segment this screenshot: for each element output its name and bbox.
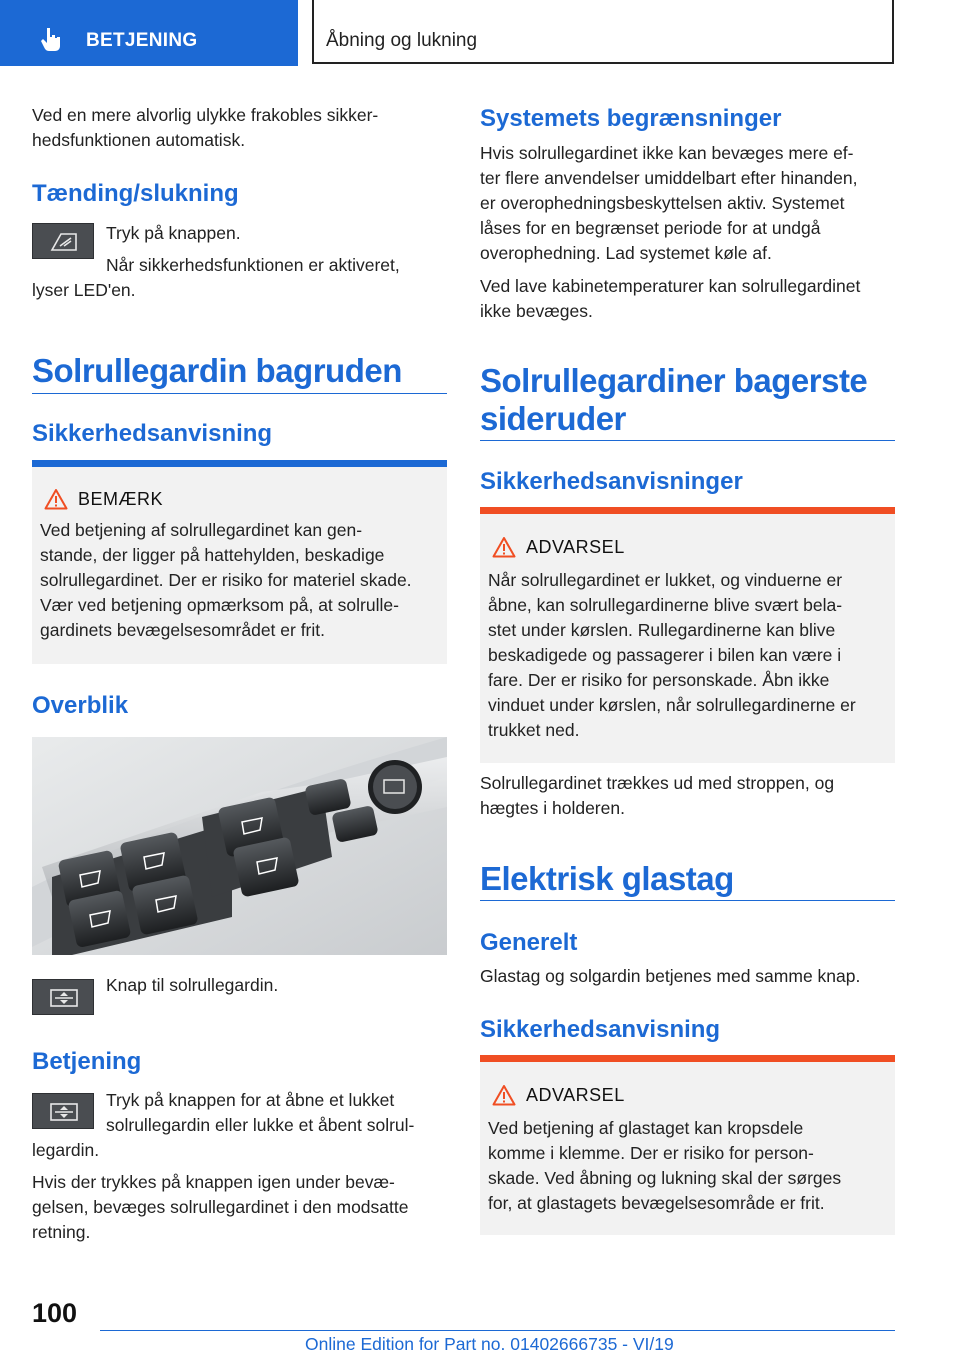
section-rule — [32, 393, 447, 394]
safety-heading: Sikkerhedsanvisning — [32, 420, 273, 447]
rear-window-heading: Solrullegardin bagruden — [32, 352, 402, 389]
notice-text: Ved betjening af solrullegardinet kan gen- stande, der ligger på hattehylden, beskadige solrullegardinet. Der er risiko for materiel skade. Vær ved betjening opmærksom på, at solrulle- gardinets bevægelsesområdet er frit. — [40, 520, 412, 640]
warning-text: Ved betjening af glastaget kan kropsdele komme i klemme. Der er risiko for person- skade. Ved åbning og lukning skal der sørges for, at glastagets bevægelsesområde er frit. — [488, 1118, 842, 1213]
side-safety-heading: Sikkerhedsanvisninger — [480, 468, 743, 495]
general-text: Glastag og solgardin betjenes med samme knap. — [480, 966, 861, 986]
warning-label: ADVARSEL — [526, 1085, 625, 1105]
edition-text: Online Edition for Part no. 01402666735 - VI/19 — [305, 1334, 674, 1354]
limits-text-2: Ved lave kabinetemperaturer kan solrullegardinet ikke bevæges. — [480, 276, 861, 321]
notice-bar — [32, 460, 447, 467]
side-windows-heading: Solrullegardiner bagerste sideruder — [480, 362, 868, 437]
warning-bar — [480, 1055, 895, 1062]
chapter-title: Åbning og lukning — [326, 30, 478, 51]
section-rule — [480, 440, 895, 441]
roller-blind-button-icon-2 — [32, 1093, 94, 1129]
operation-text-1c: legardin. — [32, 1140, 100, 1160]
ignition-text-2a: Når sikkerhedsfunktionen er aktiveret, — [106, 255, 400, 275]
intro-text: Ved en mere alvorlig ulykke frakobles sikker- hedsfunktionen automatisk. — [32, 105, 379, 150]
side-text: Solrullegardinet trækkes ud med stroppen, og hægtes i holderen. — [480, 773, 835, 818]
roof-safety-heading: Sikkerhedsanvisning — [480, 1016, 721, 1043]
overview-heading: Overblik — [32, 692, 129, 719]
chapter-title-box — [312, 0, 894, 64]
general-heading: Generelt — [480, 929, 578, 956]
warning-label: ADVARSEL — [526, 537, 625, 557]
warning-box-2 — [480, 1055, 895, 1235]
operation-text-1a: Tryk på knappen for at åbne et lukket — [106, 1090, 395, 1110]
warning-text: Når solrullegardinet er lukket, og vinduerne er åbne, kan solrullegardinerne blive svært bela- stet under kørslen. Rullegardinerne kan blive beskadigede og passagerer i bilen kan være i fare. Der er risiko for personskade. Åbn ikke vinduet under kørslen, når solrullegardinerne er trukket ned. — [488, 570, 856, 740]
page-header — [0, 0, 960, 66]
page-number: 100 — [32, 1298, 78, 1328]
warning-box-1 — [480, 507, 895, 763]
button-caption: Knap til solrullegardin. — [106, 975, 279, 995]
ignition-text-2b: lyser LED'en. — [32, 280, 136, 300]
door-control-photo — [32, 737, 447, 955]
warning-triangle-icon — [492, 1084, 516, 1106]
notice-box — [32, 460, 447, 664]
operation-text-1b: solrullegardin eller lukke et åbent solrul- — [106, 1115, 415, 1135]
warning-triangle-icon — [44, 488, 68, 510]
glass-roof-heading: Elektrisk glastag — [480, 860, 734, 897]
ignition-text-1: Tryk på knappen. — [106, 223, 241, 243]
footer-rule — [100, 1330, 895, 1331]
limits-heading: Systemets begrænsninger — [480, 105, 782, 132]
section-tab — [0, 0, 298, 66]
warning-triangle-icon — [492, 536, 516, 558]
operation-text-2: Hvis der trykkes på knappen igen under bevæ- gelsen, bevæges solrullegardinet i den modsatte retning. — [32, 1172, 409, 1242]
section-label: BETJENING — [86, 30, 198, 51]
notice-label: BEMÆRK — [78, 489, 164, 509]
safety-button-icon — [32, 223, 94, 259]
limits-text-1: Hvis solrullegardinet ikke kan bevæges mere ef- ter flere anvendelser umiddelbart efter hinanden, er overophedningsbeskyttelsen aktiv. Systemet låses for en begrænset periode for at undgå overophedning. Lad systemet køle af. — [480, 143, 858, 263]
hand-pointer-icon — [38, 26, 64, 52]
door-panel-illustration — [32, 737, 447, 955]
warning-bar — [480, 507, 895, 514]
roller-blind-button-icon — [32, 979, 94, 1015]
operation-heading: Betjening — [32, 1048, 142, 1075]
section-rule — [480, 900, 895, 901]
ignition-heading: Tænding/slukning — [32, 180, 239, 207]
